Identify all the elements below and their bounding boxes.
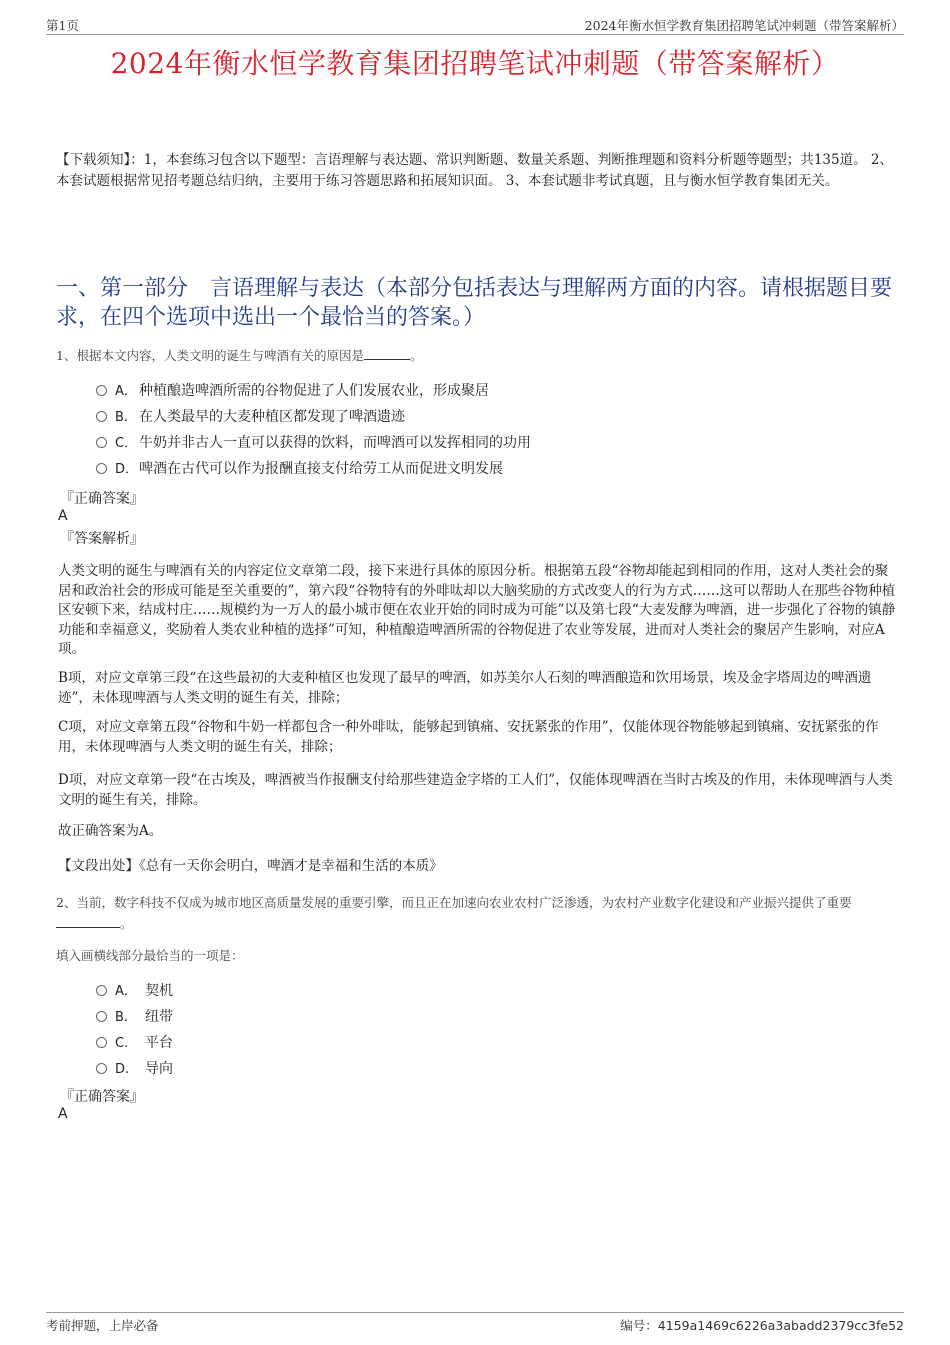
question-1-option-c[interactable]: C． 牛奶并非古人一直可以获得的饮料，而啤酒可以发挥相同的功用 [96,430,876,456]
section-heading: 一、第一部分 言语理解与表达（本部分包括表达与理解两方面的内容。请根据题目要求，在四个选项中选出一个最恰当的答案。） [56,276,893,330]
radio-icon[interactable] [96,1011,107,1022]
footer-slogan: 考前押题，上岸必备 [46,1318,159,1333]
question-2-prompt: 填入画横线部分最恰当的一项是： [56,948,244,963]
question-1-analysis-paragraph: 人类文明的诞生与啤酒有关的内容定位文章第二段，接下来进行具体的原因分析。根据第五段“谷物却能起到相同的作用，这对人类社会的聚居和政治社会的形成可能是至关重要的”，第六段“谷物特有的外啡呔却以大脑奖励的方式改变人的行为方式……这可以帮助人在那些谷物种植区安顿下来，结成村庄……规模约为一万人的最小城市便在农业开始的同时成为可能”以及第七段“大麦发酵为啤酒，进一步强化了谷物的镇静功能和幸福意义，奖励着人类农业种植的选择”可知，种植酿造啤酒所需的谷物促进了农业等发展，进而对人类社会的聚居产生影响，对应A项。 [58,563,896,657]
question-1-answer-label: 『正确答案』 [60,491,144,507]
question-2-answer: A [58,1106,68,1122]
question-2-blank [56,915,120,928]
radio-icon[interactable] [96,463,107,474]
question-1-option-d[interactable]: D．啤酒在古代可以作为报酬直接支付给劳工从而促进文明发展 [96,456,876,482]
question-1-option-b[interactable]: B. 在人类最早的大麦种植区都发现了啤酒遗迹 [96,404,876,430]
page-number: 第1页 [46,18,79,33]
question-1-answer: A [58,508,68,524]
radio-icon[interactable] [96,385,107,396]
question-1-blank [364,347,410,360]
question-1-option-a[interactable]: A． 种植酿造啤酒所需的谷物促进了人们发展农业，形成聚居 [96,378,876,404]
question-2-option-d[interactable]: D. 导向 [96,1056,876,1082]
question-1-stem: 1、根据本文内容，人类文明的诞生与啤酒有关的原因是 。 [56,348,423,363]
question-1-analysis-label: 『答案解析』 [60,531,144,547]
question-1-conclusion: 故正确答案为A。 [58,823,163,839]
question-1-options [96,378,876,482]
question-1-analysis-paragraph: B项，对应文章第三段“在这些最初的大麦种植区也发现了最早的啤酒，如苏美尔人石刻的啤酒酿造和饮用场景，埃及金字塔周边的啤酒遗迹”，未体现啤酒与人类文明的诞生有关，排除； [58,670,872,706]
download-notice: 【下载须知】：1，本套练习包含以下题型：言语理解与表达题、常识判断题、数量关系题、判断推理题和资料分析题等题型；共135道。 2、本套试题根据常见招考题总结归纳，主要用于练习答题思路和拓展知识面。 3、本套试题非考试真题，且与衡水恒学教育集团无关。 [56,152,893,189]
radio-icon[interactable] [96,437,107,448]
radio-icon[interactable] [96,1037,107,1048]
question-2-stem: 2、当前，数字科技不仅成为城市地区高质量发展的重要引擎，而且正在加速向农业农村广泛渗透，为农村产业数字化建设和产业振兴提供了重要。 [56,895,852,931]
footer-code: 编号：4159a1469c6226a3abadd2379cc3fe52 [620,1318,904,1333]
page-header [46,14,904,35]
question-2-option-c[interactable]: C. 平台 [96,1030,876,1056]
radio-icon[interactable] [96,985,107,996]
header-doc-title: 2024年衡水恒学教育集团招聘笔试冲刺题（带答案解析） [584,18,904,33]
page-footer [46,1312,904,1335]
question-1-analysis-paragraph: C项，对应文章第五段“谷物和牛奶一样都包含一种外啡呔，能够起到镇痛、安抚紧张的作用”，仅能体现谷物能够起到镇痛、安抚紧张的作用，未体现啤酒与人类文明的诞生有关，排除； [58,719,879,755]
question-2-option-b[interactable]: B. 纽带 [96,1004,876,1030]
question-2-answer-label: 『正确答案』 [60,1089,144,1105]
question-2-option-a[interactable]: A． 契机 [96,978,876,1004]
question-1-source: 【文段出处】《总有一天你会明白，啤酒才是幸福和生活的本质》 [58,858,443,874]
document-title: 2024年衡水恒学教育集团招聘笔试冲刺题（带答案解析） [110,47,840,80]
radio-icon[interactable] [96,411,107,422]
radio-icon[interactable] [96,1063,107,1074]
question-1-analysis-paragraph: D项，对应文章第一段“在古埃及，啤酒被当作报酬支付给那些建造金字塔的工人们”，仅能体现啤酒在当时古埃及的作用，未体现啤酒与人类文明的诞生有关，排除。 [58,772,893,808]
question-2-options [96,978,876,1082]
